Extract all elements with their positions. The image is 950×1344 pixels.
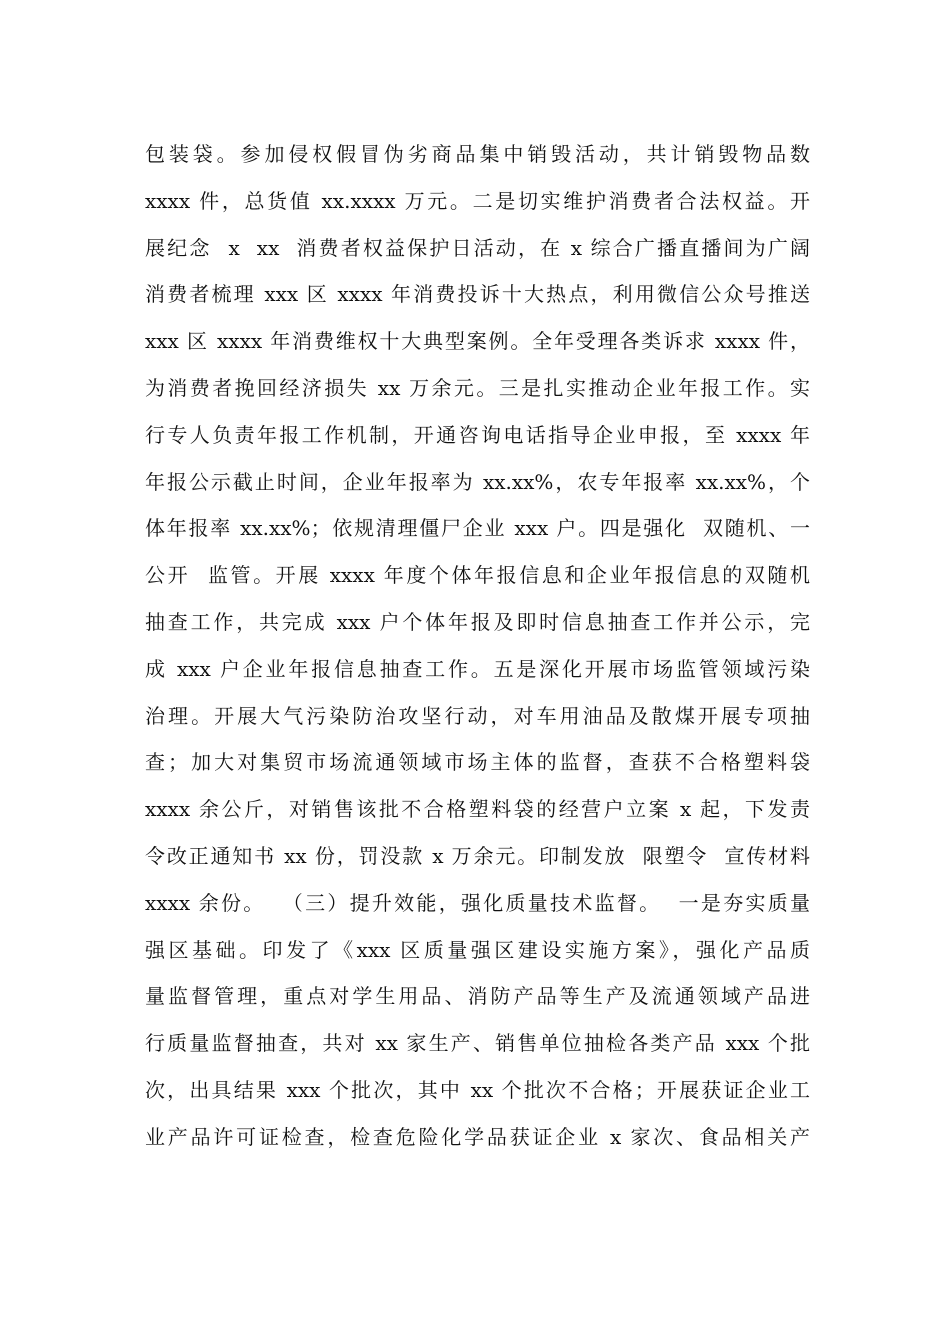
text-line: 次，出具结果 xxx 个批次，其中 xx 个批次不合格；开展获证企业工: [145, 1077, 810, 1102]
text-line: xxxx 余份。 （三）提升效能，强化质量技术监督。 一是夯实质量: [145, 890, 810, 915]
text-line: xxxx 件，总货值 xx.xxxx 万元。二是切实维护消费者合法权益。开: [145, 188, 810, 213]
text-line: 包装袋。参加侵权假冒伪劣商品集中销毁活动，共计销毁物品数: [145, 142, 810, 166]
text-line: 公开 监管。开展 xxxx 年度个体年报信息和企业年报信息的双随机: [145, 563, 810, 588]
text-line: 成 xxx 户企业年报信息抽查工作。五是深化开展市场监管领域污染: [145, 656, 810, 681]
text-line: 业产品许可证检查，检查危险化学品获证企业 x 家次、食品相关产: [145, 1124, 810, 1149]
text-line: xxx 区 xxxx 年消费维权十大典型案例。全年受理各类诉求 xxxx 件，: [145, 329, 810, 354]
text-line: 抽查工作，共完成 xxx 户个体年报及即时信息抽查工作并公示，完: [145, 609, 810, 634]
text-line: 量监督管理，重点对学生用品、消防产品等生产及流通领域产品进: [145, 984, 810, 1009]
text-line: 消费者梳理 xxx 区 xxxx 年消费投诉十大热点，利用微信公众号推送: [145, 282, 810, 307]
text-line: 行质量监督抽查，共对 xx 家生产、销售单位抽检各类产品 xxx 个批: [145, 1031, 810, 1056]
text-line: 行专人负责年报工作机制，开通咨询电话指导企业申报，至 xxxx 年: [145, 422, 810, 447]
text-line: 令改正通知书 xx 份，罚没款 x 万余元。印制发放 限塑令 宣传材料: [145, 843, 810, 868]
text-line: 为消费者挽回经济损失 xx 万余元。三是扎实推动企业年报工作。实: [145, 375, 810, 400]
text-line: 体年报率 xx.xx%；依规清理僵尸企业 xxx 户。四是强化 双随机、一: [145, 516, 810, 541]
text-line: 强区基础。印发了《xxx 区质量强区建设实施方案》，强化产品质: [145, 937, 810, 962]
text-line: 年报公示截止时间，企业年报率为 xx.xx%，农专年报率 xx.xx%，个: [145, 469, 810, 494]
text-line: 查；加大对集贸市场流通领域市场主体的监督，查获不合格塑料袋: [145, 750, 810, 775]
text-line: 治理。开展大气污染防治攻坚行动，对车用油品及散煤开展专项抽: [145, 703, 810, 728]
body-text: [145, 131, 810, 1161]
text-line: xxxx 余公斤，对销售该批不合格塑料袋的经营户立案 x 起，下发责: [145, 797, 810, 822]
text-line: 展纪念 x xx 消费者权益保护日活动，在 x 综合广播直播间为广阔: [145, 235, 810, 260]
